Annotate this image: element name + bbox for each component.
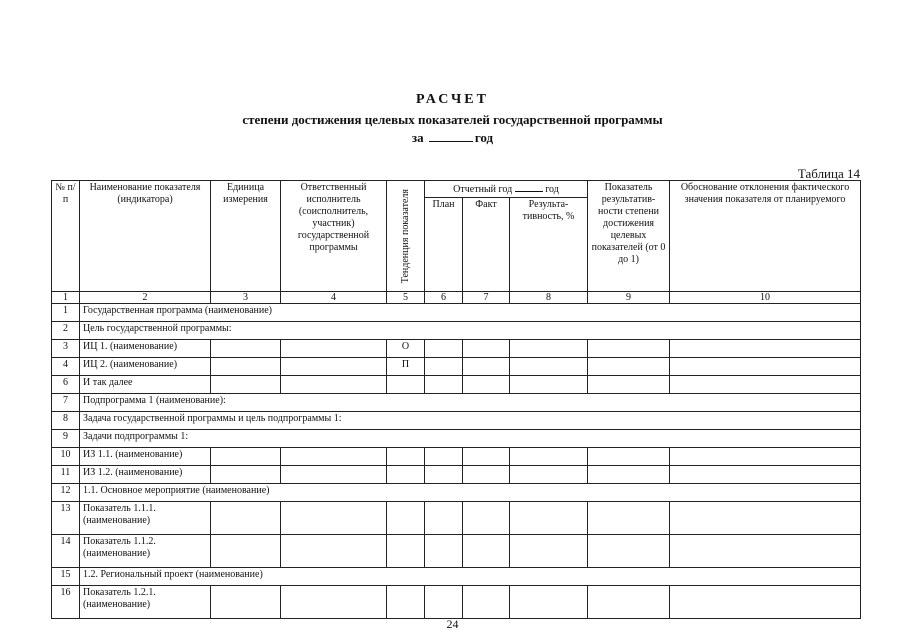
row-unit-cell	[211, 376, 281, 394]
period-year-blank	[515, 182, 543, 192]
table-row	[52, 322, 861, 340]
row-section-label: Государственная программа (наименование)	[80, 304, 861, 322]
row-number: 8	[52, 412, 80, 430]
row-number: 12	[52, 484, 80, 502]
doc-title: РАСЧЕТ	[416, 92, 489, 107]
row-unit-cell	[211, 358, 281, 376]
row-trend-cell	[387, 376, 425, 394]
row-result-cell	[510, 466, 588, 484]
row-plan-cell	[425, 376, 463, 394]
table-row	[52, 535, 861, 568]
row-unit-cell	[211, 502, 281, 535]
row-plan-cell	[425, 502, 463, 535]
row-indicator-name: ИЗ 1.1. (наименование)	[80, 448, 211, 466]
year-blank	[429, 130, 473, 142]
column-number: 7	[463, 292, 510, 304]
column-number: 3	[211, 292, 281, 304]
row-result-cell	[510, 502, 588, 535]
row-result-cell	[510, 358, 588, 376]
row-indicator-name: ИЦ 2. (наименование)	[80, 358, 211, 376]
row-fact-cell	[463, 502, 510, 535]
row-executor-cell	[281, 358, 387, 376]
row-indicator-name: Показатель 1.1.1. (наименование)	[80, 502, 211, 535]
table-row	[52, 376, 861, 394]
column-number: 6	[425, 292, 463, 304]
row-reason-cell	[670, 466, 861, 484]
column-number: 2	[80, 292, 211, 304]
table-row	[52, 484, 861, 502]
period-year-suffix: год	[545, 184, 559, 195]
period-prefix: за	[411, 130, 424, 145]
page-number: 24	[446, 617, 459, 631]
row-section-label: Подпрограмма 1 (наименование):	[80, 394, 861, 412]
row-number: 3	[52, 340, 80, 358]
row-number: 6	[52, 376, 80, 394]
row-result-cell	[510, 535, 588, 568]
table-row	[52, 466, 861, 484]
indicator-table	[51, 180, 861, 619]
row-index-cell	[588, 502, 670, 535]
row-section-label: Задачи подпрограммы 1:	[80, 430, 861, 448]
row-fact-cell	[463, 340, 510, 358]
table-row	[52, 502, 861, 535]
row-index-cell	[588, 448, 670, 466]
doc-period-line	[0, 130, 905, 146]
row-reason-cell	[670, 535, 861, 568]
table-row	[52, 358, 861, 376]
row-index-cell	[588, 340, 670, 358]
row-reason-cell	[670, 340, 861, 358]
row-trend-cell	[387, 448, 425, 466]
header-result: Результа-тивность, %	[510, 198, 588, 292]
column-number: 8	[510, 292, 588, 304]
row-executor-cell	[281, 340, 387, 358]
table-row	[52, 448, 861, 466]
row-fact-cell	[463, 448, 510, 466]
row-section-label: Задача государственной программы и цель подпрограммы 1:	[80, 412, 861, 430]
doc-subtitle: степени достижения целевых показателей государственной программы	[242, 112, 663, 127]
table-row	[52, 340, 861, 358]
row-result-cell	[510, 340, 588, 358]
row-plan-cell	[425, 466, 463, 484]
period-label: Отчетный год	[453, 184, 513, 195]
row-plan-cell	[425, 448, 463, 466]
row-unit-cell	[211, 586, 281, 619]
row-trend-cell	[387, 535, 425, 568]
row-number: 2	[52, 322, 80, 340]
row-unit-cell	[211, 535, 281, 568]
header-unit: Единица измерения	[211, 181, 281, 292]
row-plan-cell	[425, 340, 463, 358]
row-trend-cell	[387, 586, 425, 619]
row-unit-cell	[211, 466, 281, 484]
header-trend	[387, 181, 425, 292]
table-row	[52, 412, 861, 430]
row-section-label: 1.1. Основное мероприятие (наименование)	[80, 484, 861, 502]
row-unit-cell	[211, 448, 281, 466]
row-executor-cell	[281, 448, 387, 466]
row-result-cell	[510, 376, 588, 394]
row-fact-cell	[463, 376, 510, 394]
row-reason-cell	[670, 448, 861, 466]
row-indicator-name: ИЗ 1.2. (наименование)	[80, 466, 211, 484]
row-executor-cell	[281, 502, 387, 535]
row-number: 9	[52, 430, 80, 448]
row-fact-cell	[463, 358, 510, 376]
row-reason-cell	[670, 376, 861, 394]
header-period	[425, 181, 588, 198]
row-number: 16	[52, 586, 80, 619]
row-indicator-name: Показатель 1.2.1. (наименование)	[80, 586, 211, 619]
row-result-cell	[510, 586, 588, 619]
table-row	[52, 586, 861, 619]
row-plan-cell	[425, 586, 463, 619]
column-number: 10	[670, 292, 861, 304]
row-plan-cell	[425, 535, 463, 568]
row-trend-cell: П	[387, 358, 425, 376]
row-index-cell	[588, 376, 670, 394]
row-number: 13	[52, 502, 80, 535]
row-number: 4	[52, 358, 80, 376]
row-trend-cell: О	[387, 340, 425, 358]
row-unit-cell	[211, 340, 281, 358]
row-index-cell	[588, 535, 670, 568]
column-number: 5	[387, 292, 425, 304]
row-number: 10	[52, 448, 80, 466]
row-fact-cell	[463, 535, 510, 568]
row-executor-cell	[281, 586, 387, 619]
period-suffix: год	[474, 130, 494, 145]
row-number: 1	[52, 304, 80, 322]
table-row	[52, 394, 861, 412]
row-fact-cell	[463, 466, 510, 484]
column-number: 4	[281, 292, 387, 304]
header-fact: Факт	[463, 198, 510, 292]
table-row	[52, 304, 861, 322]
header-index: Показатель результатив-ности степени достижения целевых показателей (от 0 до 1)	[588, 181, 670, 292]
row-section-label: 1.2. Региональный проект (наименование)	[80, 568, 861, 586]
row-reason-cell	[670, 358, 861, 376]
row-indicator-name: Показатель 1.1.2. (наименование)	[80, 535, 211, 568]
row-reason-cell	[670, 586, 861, 619]
row-trend-cell	[387, 466, 425, 484]
column-number: 1	[52, 292, 80, 304]
row-trend-cell	[387, 502, 425, 535]
row-index-cell	[588, 358, 670, 376]
header-plan: План	[425, 198, 463, 292]
table-row	[52, 568, 861, 586]
row-number: 7	[52, 394, 80, 412]
row-executor-cell	[281, 376, 387, 394]
row-indicator-name: ИЦ 1. (наименование)	[80, 340, 211, 358]
row-executor-cell	[281, 466, 387, 484]
row-plan-cell	[425, 358, 463, 376]
row-fact-cell	[463, 586, 510, 619]
row-index-cell	[588, 466, 670, 484]
header-name: Наименование показателя (индикатора)	[80, 181, 211, 292]
header-executor: Ответственный исполнитель (соисполнитель, участник) государственной программы	[281, 181, 387, 292]
header-reason: Обоснование отклонения фактического значения показателя от планируемого	[670, 181, 861, 292]
column-number-row	[52, 292, 861, 304]
header-trend-text: Тенденция показателя	[400, 188, 411, 284]
row-result-cell	[510, 448, 588, 466]
header-no: № п/п	[52, 181, 80, 292]
row-indicator-name: И так далее	[80, 376, 211, 394]
row-number: 14	[52, 535, 80, 568]
row-executor-cell	[281, 535, 387, 568]
table-label: Таблица 14	[797, 166, 860, 181]
row-section-label: Цель государственной программы:	[80, 322, 861, 340]
row-number: 11	[52, 466, 80, 484]
row-number: 15	[52, 568, 80, 586]
header-row	[52, 181, 861, 198]
row-reason-cell	[670, 502, 861, 535]
row-index-cell	[588, 586, 670, 619]
table-row	[52, 430, 861, 448]
column-number: 9	[588, 292, 670, 304]
